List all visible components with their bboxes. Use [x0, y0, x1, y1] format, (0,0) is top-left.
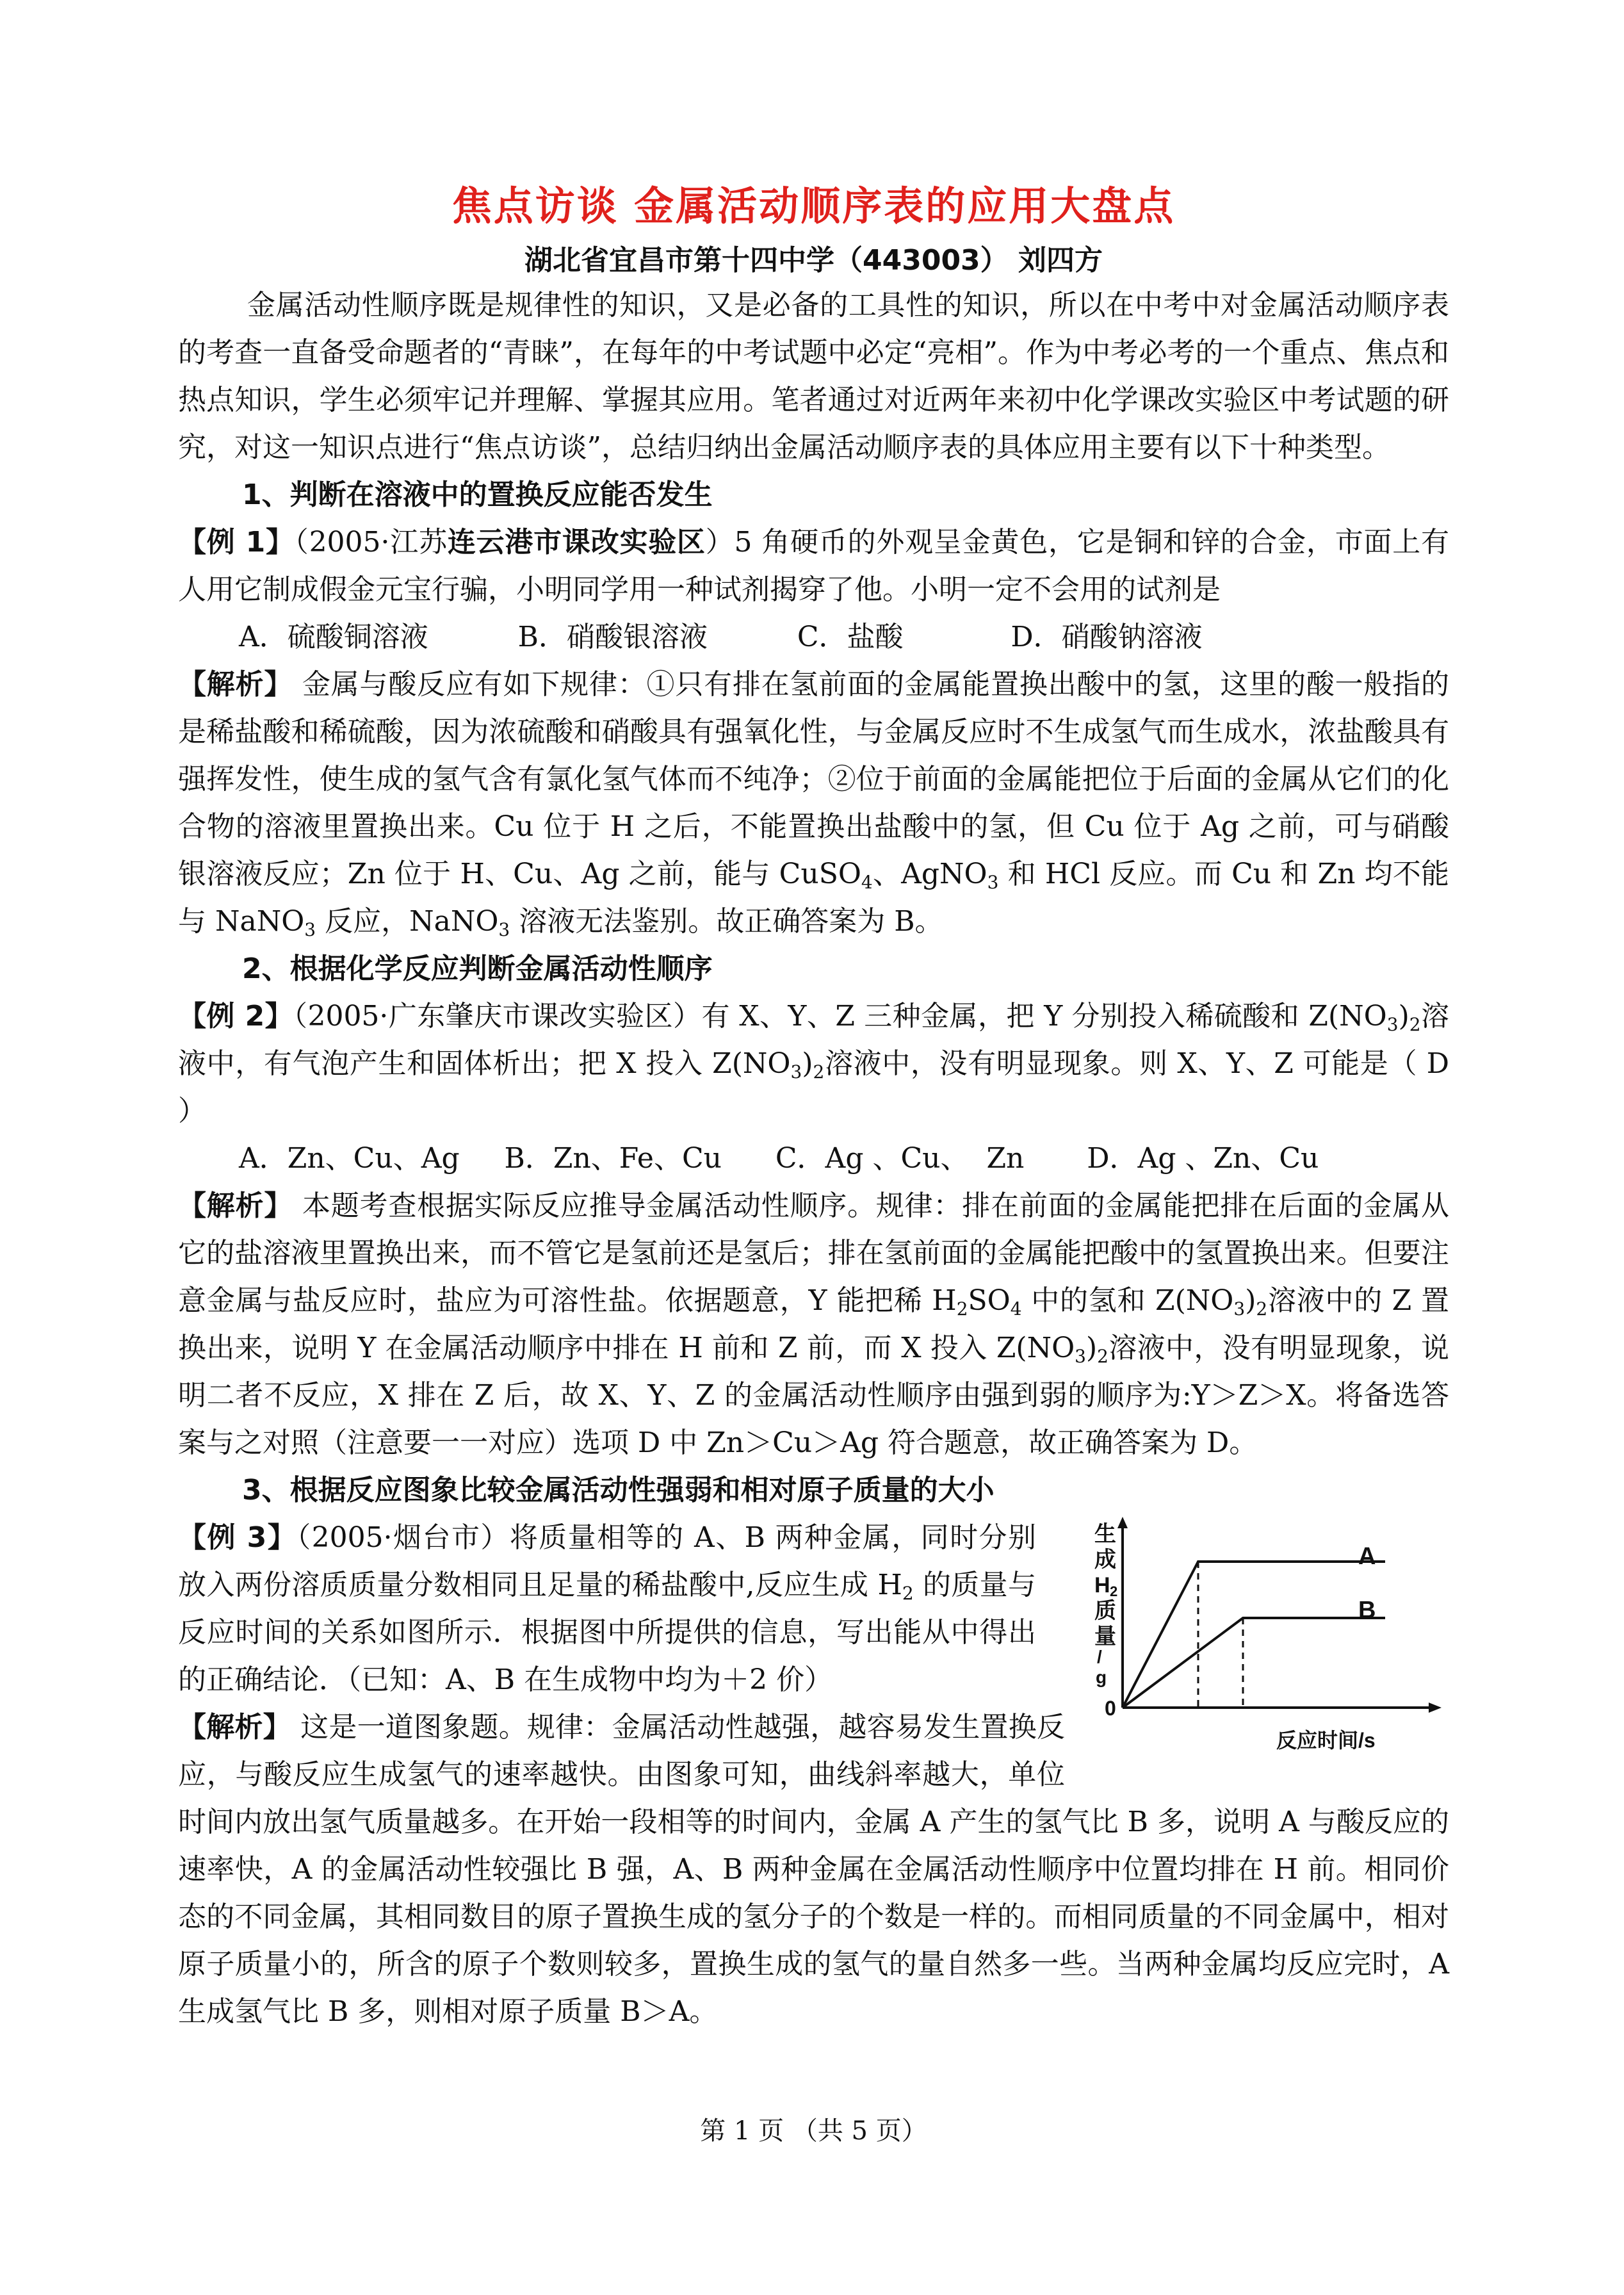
y-axis-label-char: H	[1094, 1573, 1110, 1597]
example-3: 【例 3】（2005·烟台市）将质量相等的 A、B 两种金属，同时分别放入两份溶质质量分数相同且足量的稀盐酸中,反应生成 $H_2$ 的质量与反应时间的关系如图所示．根据图中所提供的信息，写出能从中得出的正确结论．（已知：A、B 在生成物中均为＋2 价）	[178, 1521, 1037, 1696]
page-footer: 第 1 页 （共 5 页）	[700, 2116, 927, 2146]
example-1-label: 【例 1】	[178, 526, 295, 559]
example-2-label: 【例 2】	[178, 1000, 294, 1033]
analysis-3-label: 【解析】	[178, 1711, 291, 1744]
section-2-heading: 2、根据化学反应判断金属活动性顺序	[242, 952, 713, 985]
document-page	[178, 0, 1449, 2295]
y-axis-label-char: g	[1096, 1667, 1107, 1687]
x-axis-arrow-icon	[1429, 1703, 1441, 1713]
y-axis-arrow-icon	[1117, 1517, 1128, 1528]
example-1-options: A．硫酸铜溶液 B．硝酸银溶液 C．盐酸 D．硝酸钠溶液	[239, 621, 1203, 653]
origin-label: 0	[1105, 1697, 1116, 1720]
section-1-heading: 1、判断在溶液中的置换反应能否发生	[242, 478, 713, 511]
author-line: 湖北省宜昌市第十四中学（443003） 刘四方	[524, 244, 1103, 277]
analysis-1-label: 【解析】	[178, 668, 293, 701]
example-2-options: A．Zn、Cu、Ag B．Zn、Fe、Cu C．Ag 、Cu、 Zn D．Ag 、Zn、Cu	[239, 1142, 1319, 1175]
y-axis-label-char: /	[1097, 1647, 1102, 1667]
section-3-heading: 3、根据反应图象比较金属活动性强弱和相对原子质量的大小	[242, 1474, 995, 1507]
y-axis-label-char: 成	[1094, 1548, 1116, 1572]
analysis-1: 【解析】 金属与酸反应有如下规律：①只有排在氢前面的金属能置换出酸中的氢，这里的酸一般指的是稀盐酸和稀硫酸，因为浓硫酸和硝酸具有强氧化性，与金属反应时不生成氢气而生成水，浓盐酸具有强挥发性，使生成的氢气含有氯化氢气体而不纯净；②位于前面的金属能把位于后面的金属从它们的化合物的溶液里置换出来。Cu 位于 H 之后，不能置换出盐酸中的氢，但 Cu 位于 Ag 之前，可与硝酸银溶液反应；Zn 位于 H、Cu、Ag 之前，能与 CuSO$_4$、AgNO$_3$ 和 HCl 反应。而 Cu 和 Zn 均不能与 NaNO$_3$ 反应，NaNO$_3$ 溶液无法鉴别。故正确答案为 B。	[178, 668, 1450, 940]
series-b-label: B	[1358, 1597, 1376, 1624]
y-axis-label-sub: 2	[1110, 1583, 1118, 1599]
x-axis-label: 反应时间/s	[1276, 1729, 1376, 1752]
y-axis-label-char: 量	[1094, 1624, 1116, 1649]
y-axis-label-char: 质	[1094, 1599, 1116, 1623]
article-body	[178, 282, 1449, 2036]
series-a-line	[1123, 1562, 1385, 1708]
analysis-2-label: 【解析】	[178, 1189, 293, 1222]
example-1: 【例 1】（2005·江苏连云港市课改实验区）5 角硬币的外观呈金黄色，它是铜和锌的合金，市面上有人用它制成假金元宝行骗，小明同学用一种试剂揭穿了他。小明一定不会用的试剂是	[178, 526, 1450, 606]
analysis-3: 【解析】 这是一道图象题。规律：金属活动性越强，越容易发生置换反应，与酸反应生成氢气的速率越快。由图象可知，曲线斜率越大，单位时间内放出氢气质量越多。在开始一段相等的时间内，金属 A 产生的氢气比 B 多，说明 A 与酸反应的速率快，A 的金属活动性较强比 B 强，A、B 两种金属在金属活动性顺序中位置均排在 H 前。相同价态的不同金属，其相同数目的原子置换生成的氢分子的个数是一样的。而相同质量的不同金属中，相对原子质量小的，所含的原子个数则较多，置换生成的氢气的量自然多一些。当两种金属均反应完时，A 生成氢气比 B 多，则相对原子质量 B＞A。	[178, 1704, 1449, 2036]
analysis-2: 【解析】 本题考查根据实际反应推导金属活动性顺序。规律：排在前面的金属能把排在后面的金属从它的盐溶液里置换出来，而不管它是氢前还是氢后；排在氢前面的金属能把酸中的氢置换出来。但要注意金属与盐反应时，盐应为可溶性盐。依据题意，Y 能把稀 $H_2SO_4$ 中的氢和 $Z(NO_3)_2$溶液中的 Z 置换出来，说明 Y 在金属活动顺序中排在 H 前和 Z 前，而 X 投入 $Z(NO_3)_2$溶液中，没有明显现象，说明二者不反应，X 排在 Z 后，故 X、Y、Z 的金属活动性顺序由强到弱的顺序为:Y＞Z＞X。将备选答案与之对照（注意要一一对应）选项 D 中 Zn＞Cu＞Ag 符合题意，故正确答案为 D。	[178, 1189, 1450, 1459]
series-a-label: A	[1358, 1543, 1376, 1570]
intro-paragraph: 金属活动性顺序既是规律性的知识，又是必备的工具性的知识，所以在中考中对金属活动顺序表的考查一直备受命题者的“青睐”，在每年的中考试题中必定“亮相”。作为中考必考的一个重点、焦点和热点知识，学生必须牢记并理解、掌握其应用。笔者通过对近两年来初中化学课改实验区中考试题的研究，对这一知识点进行“焦点访谈”，总结归纳出金属活动顺序表的具体应用主要有以下十种类型。	[178, 289, 1449, 464]
y-axis-label-char: 生	[1094, 1522, 1116, 1546]
example-3-label: 【例 3】	[178, 1521, 297, 1554]
reaction-graph	[1091, 1515, 1449, 1759]
example-2: 【例 2】（2005·广东肇庆市课改实验区）有 X、Y、Z 三种金属，把 Y 分别投入稀硫酸和 $Z(NO_3)_2$溶液中，有气泡产生和固体析出；把 X 投入 $Z(NO_3)_2$溶液中，没有明显现象。则 X、Y、Z 可能是（ D ）	[178, 1000, 1449, 1127]
page-title: 焦点访谈 金属活动顺序表的应用大盘点	[451, 183, 1176, 229]
